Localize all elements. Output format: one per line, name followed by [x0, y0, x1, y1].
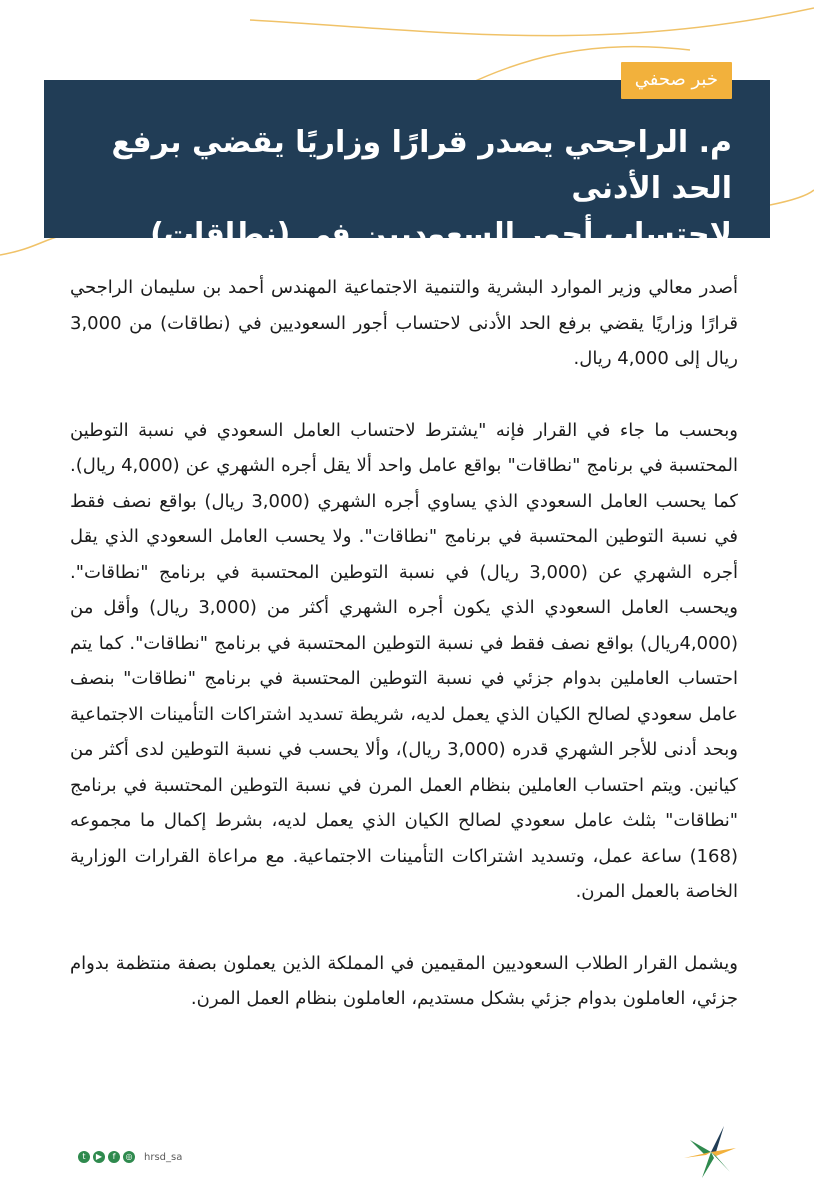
paragraph-1: أصدر معالي وزير الموارد البشرية والتنمية الاجتماعية المهندس أحمد بن سليمان الراجحي قرارًا وزاريًا يقضي برفع الحد الأدنى لاحتساب أجور السعوديين في (نطاقات) من 3,000 ريال إلى 4,000 ريال. — [70, 277, 738, 369]
headline-line-1: م. الراجحي يصدر قرارًا وزاريًا يقضي برفع الحد الأدنى — [111, 125, 732, 206]
headline-line-2: لاحتساب أجور السعوديين في (نطاقات) — [150, 217, 732, 252]
article-body — [70, 270, 738, 1017]
headline — [68, 120, 732, 258]
ministry-logo-icon — [680, 1122, 742, 1184]
facebook-icon[interactable]: f — [108, 1151, 120, 1163]
paragraph-2: وبحسب ما جاء في القرار فإنه "يشترط لاحتساب العامل السعودي في نسبة التوطين المحتسبة في برنامج "نطاقات" بواقع عامل واحد ألا يقل أجره الشهري عن (4,000 ريال). كما يحسب العامل السعودي الذي يساوي أجره الشهري (3,000 ريال) بواقع نصف فقط في نسبة التوطين المحتسبة في برنامج "نطاقات". ولا يحسب العامل السعودي الذي يقل أجره الشهري عن (3,000 ريال) في نسبة التوطين المحتسبة في برنامج "نطاقات". ويحسب العامل السعودي الذي يكون أجره الشهري أكثر من (3,000 ريال) وأقل من (4,000ريال) بواقع نصف فقط في نسبة التوطين المحتسبة في برنامج "نطاقات". كما يتم احتساب العاملين بدوام جزئي في نسبة التوطين المحتسبة في برنامج "نطاقات" بنصف عامل سعودي لصالح الكيان الذي يعمل لديه، شريطة تسديد اشتراكات التأمينات الاجتماعية وبحد أدنى للأجر الشهري قدره (3,000 ريال)، وألا يحسب في نسبة التوطين لدى أكثر من كيانين. ويتم احتساب العاملين بنظام العمل المرن في نسبة التوطين المحتسبة في برنامج "نطاقات" بثلث عامل سعودي لصالح الكيان الذي يعمل لديه، بشرط إكمال ما مجموعه (168) ساعة عمل، وتسديد اشتراكات التأمينات الاجتماعية. مع مراعاة القرارات الوزارية الخاصة بالعمل المرن. — [70, 419, 738, 902]
twitter-icon[interactable]: t — [78, 1151, 90, 1163]
press-release-badge: خبر صحفي — [621, 62, 732, 99]
headline-banner — [44, 80, 770, 252]
instagram-icon[interactable]: ◎ — [123, 1151, 135, 1163]
social-footer — [78, 1147, 182, 1167]
social-handle[interactable]: hrsd_sa — [144, 1151, 183, 1163]
paragraph-3: ويشمل القرار الطلاب السعوديين المقيمين في المملكة الذين يعملون بصفة منتظمة بدوام جزئي، العاملون بدوام جزئي بشكل مستديم، العاملون بنظام العمل المرن. — [70, 952, 738, 1009]
youtube-icon[interactable]: ▶ — [93, 1151, 105, 1163]
